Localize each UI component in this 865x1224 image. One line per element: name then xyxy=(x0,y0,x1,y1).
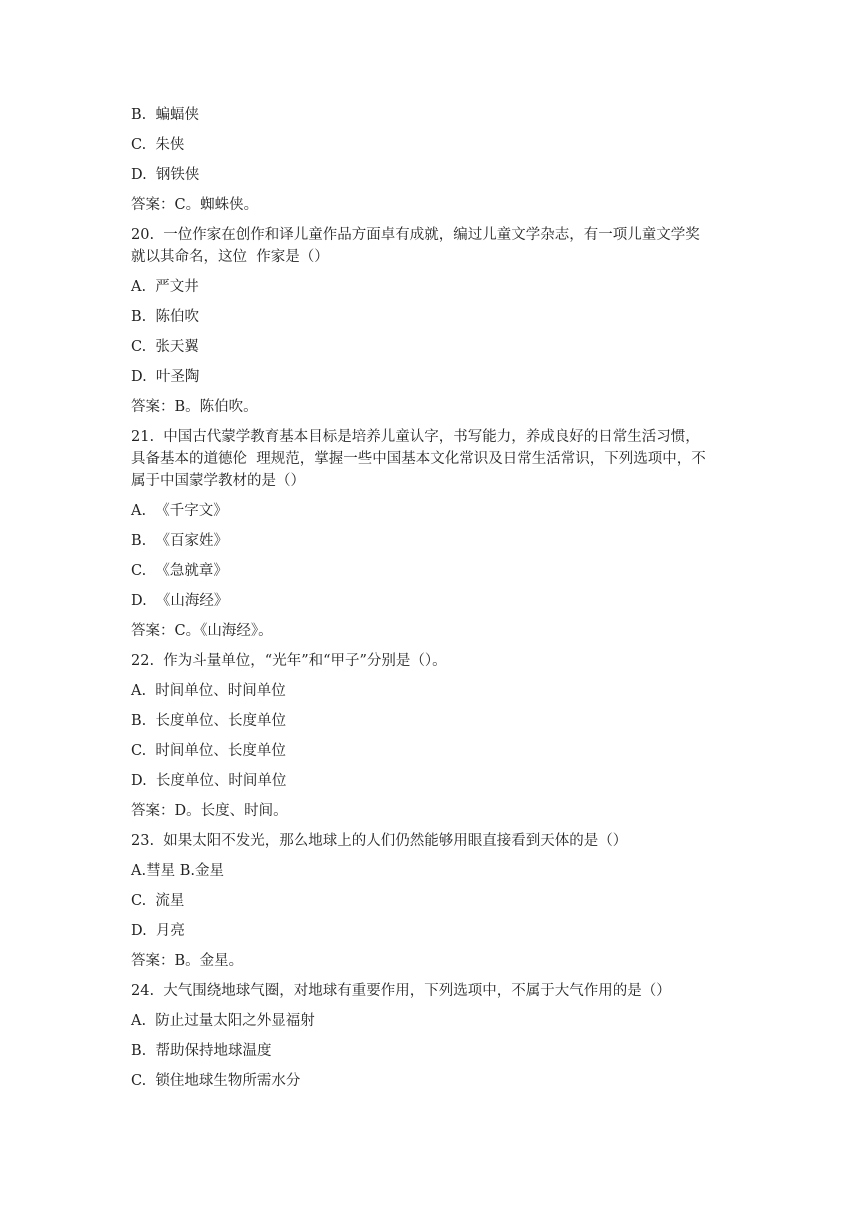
question-22: 22. 作为斗量单位，“光年”和“甲子”分别是（）。 xyxy=(131,653,447,669)
option-21-c: C. 《急就章》 xyxy=(131,563,228,579)
option-24-b: B. 帮助保持地球温度 xyxy=(131,1043,272,1059)
question-23: 23. 如果太阳不发光，那么地球上的人们仍然能够用眼直接看到天体的是（） xyxy=(131,833,628,849)
option-21-b: B. 《百家姓》 xyxy=(131,533,228,549)
option-23-c: C. 流星 xyxy=(131,893,185,909)
option-22-d: D. 长度单位、时间单位 xyxy=(131,773,287,789)
option-20-a: A. 严文井 xyxy=(131,279,199,295)
document-page xyxy=(131,104,741,1092)
question-20-line-1: 20. 一位作家在创作和译儿童作品方面卓有成就，编过儿童文学杂志，有一项儿童文学奖 xyxy=(131,227,700,243)
answer-20: 答案：B。陈伯吹。 xyxy=(131,399,258,415)
option-20-d: D. 叶圣陶 xyxy=(131,369,200,385)
answer-21: 答案：C。《山海经》。 xyxy=(131,623,273,639)
option-20-c: C. 张天翼 xyxy=(131,339,199,355)
option-22-b: B. 长度单位、长度单位 xyxy=(131,713,286,729)
option-b-batman: B. 蝙蝠侠 xyxy=(131,107,199,123)
option-22-a: A. 时间单位、时间单位 xyxy=(131,683,286,699)
option-23-d: D. 月亮 xyxy=(131,923,185,939)
option-22-c: C. 时间单位、长度单位 xyxy=(131,743,286,759)
option-24-c: C. 锁住地球生物所需水分 xyxy=(131,1073,301,1089)
option-20-b: B. 陈伯吹 xyxy=(131,309,199,325)
option-24-a: A. 防止过量太阳之外显福射 xyxy=(131,1013,315,1029)
question-20-line-2: 就以其命名，这位 作家是（） xyxy=(131,249,329,265)
answer-19: 答案：C。蜘蛛侠。 xyxy=(131,197,259,213)
question-21-line-2: 具备基本的道德伦 理规范，掌握一些中国基本文化常识及日常生活常识，下列选项中，不 xyxy=(131,451,706,467)
option-23-ab: A.彗星 B.金星 xyxy=(131,863,224,879)
answer-22: 答案：D。长度、时间。 xyxy=(131,803,288,819)
option-21-a: A. 《千字文》 xyxy=(131,503,228,519)
answer-23: 答案：B。金星。 xyxy=(131,953,244,969)
option-21-d: D. 《山海经》 xyxy=(131,593,229,609)
question-21-line-1: 21. 中国古代蒙学教育基本目标是培养儿童认字，书写能力，养成良好的日常生活习惯， xyxy=(131,429,700,445)
option-d-ironman: D. 钢铁侠 xyxy=(131,167,200,183)
option-c-zhu: C. 朱侠 xyxy=(131,137,185,153)
question-21-line-3: 属于中国蒙学教材的是（） xyxy=(131,473,305,489)
question-24: 24. 大气围绕地球气圈，对地球有重要作用，下列选项中，不属于大气作用的是（） xyxy=(131,983,671,999)
